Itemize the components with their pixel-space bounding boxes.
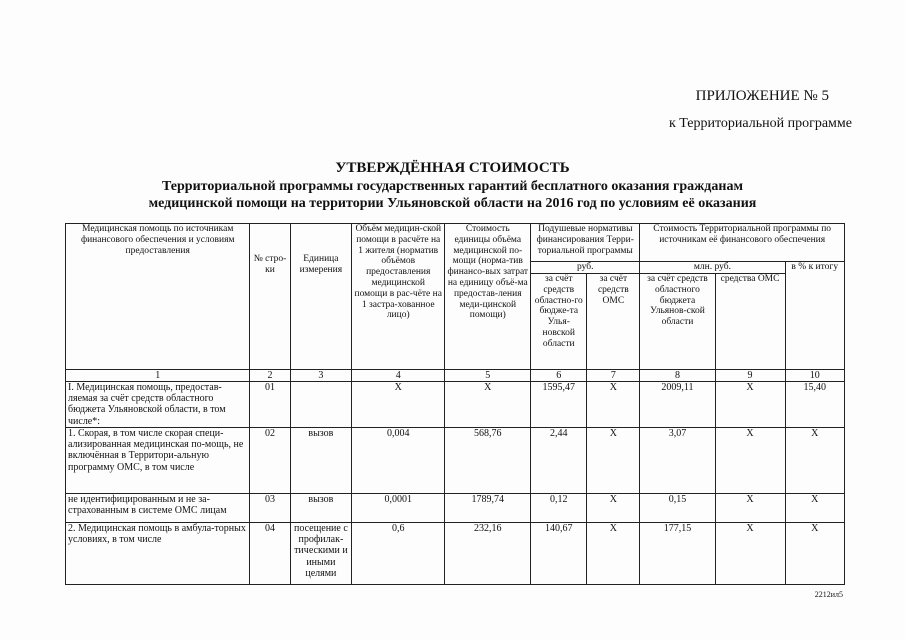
column-number: 2 <box>250 370 290 382</box>
row-unit-cost: 232,16 <box>445 523 531 585</box>
row-name: I. Медицинская помощь, предостав-ляемая за счёт средств областного бюджета Ульяновской области, в том числе*: <box>66 382 250 428</box>
column-number: 4 <box>352 370 445 382</box>
row-unit: вызов <box>290 428 351 494</box>
row-norm-oms: X <box>587 523 640 585</box>
row-name: не идентифицированным и не за-страхованным в системе ОМС лицам <box>66 494 250 523</box>
column-number: 7 <box>587 370 640 382</box>
header-unit-cost: Стоимость единицы объёма медицинской по-мощи (норма-тив финансо-вых затрат на единицу объё-ма предостав-ления меди-цинской помощи) <box>445 224 531 370</box>
header-program-cost: Стоимость Территориальной программы по источникам её финансового обеспечения <box>640 224 845 262</box>
table-row <box>66 428 845 494</box>
row-volume: 0,004 <box>352 428 445 494</box>
header-volume: Объём медицин-ской помощи в расчёте на 1 жителя (норматив объёмов предоставления медицинской помощи в рас-чёте на 1 застра-хованное лицо) <box>352 224 445 370</box>
row-unit <box>290 382 351 428</box>
header-per-capita-norms: Подушевые нормативы финансирования Терри-ториальной программы <box>531 224 640 262</box>
header-rub: руб. <box>531 262 640 274</box>
header-norm-budget: за счёт средств областно-го бюдже-та Улья-новской области <box>531 274 587 370</box>
row-name: 2. Медицинская помощь в амбула-торных условиях, в том числе <box>66 523 250 585</box>
row-volume: 0,0001 <box>352 494 445 523</box>
header-percent: в % к итогу <box>785 262 844 370</box>
row-cost-budget: 3,07 <box>640 428 715 494</box>
column-number: 3 <box>290 370 351 382</box>
table-row <box>66 382 845 428</box>
column-number: 6 <box>531 370 587 382</box>
row-norm-oms: X <box>587 428 640 494</box>
row-norm-oms: X <box>587 382 640 428</box>
row-unit: посещение с профилак-тическими и иными целями <box>290 523 351 585</box>
row-norm-oms: X <box>587 494 640 523</box>
annex-number: ПРИЛОЖЕНИЕ № 5 <box>695 88 829 104</box>
column-number: 5 <box>445 370 531 382</box>
row-volume: 0,6 <box>352 523 445 585</box>
row-cost-oms: X <box>715 382 785 428</box>
row-norm-budget: 0,12 <box>531 494 587 523</box>
header-norm-oms: за счёт средств ОМС <box>587 274 640 370</box>
cost-table <box>65 223 845 585</box>
row-percent: X <box>785 494 844 523</box>
row-norm-budget: 140,67 <box>531 523 587 585</box>
column-number: 10 <box>785 370 844 382</box>
header-unit: Единица измерения <box>290 224 351 370</box>
document-subtitle-line2: медицинской помощи на территории Ульяновской области на 2016 год по условиям её оказания <box>148 196 757 211</box>
annex-reference: к Территориальной программе <box>668 116 852 131</box>
header-mln-rub: млн. руб. <box>640 262 785 274</box>
header-care-type: Медицинская помощь по источникам финансового обеспечения и условиям предоставления <box>66 224 250 370</box>
row-cost-oms: X <box>715 523 785 585</box>
table-row <box>66 494 845 523</box>
row-number: 04 <box>250 523 290 585</box>
row-percent: 15,40 <box>785 382 844 428</box>
header-cost-budget: за счёт средств областного бюджета Ульянов-ской области <box>640 274 715 370</box>
document-subtitle-line1: Территориальной программы государственных гарантий бесплатного оказания гражданам <box>162 179 743 194</box>
row-unit-cost: 1789,74 <box>445 494 531 523</box>
row-cost-oms: X <box>715 494 785 523</box>
row-percent: X <box>785 428 844 494</box>
document-title: УТВЕРЖДЁННАЯ СТОИМОСТЬ <box>335 160 570 176</box>
row-number: 01 <box>250 382 290 428</box>
header-cost-oms: средства ОМС <box>715 274 785 370</box>
header-row-number: № стро-ки <box>250 224 290 370</box>
row-name: 1. Скорая, в том числе скорая специ-ализированная медицинская по-мощь, не включённая в Территори-альную программу ОМС, в том числе <box>66 428 250 494</box>
page-footer-code: 2212ил5 <box>814 590 843 599</box>
row-cost-budget: 2009,11 <box>640 382 715 428</box>
table-row <box>66 523 845 585</box>
row-cost-oms: X <box>715 428 785 494</box>
row-percent: X <box>785 523 844 585</box>
row-unit: вызов <box>290 494 351 523</box>
row-unit-cost: X <box>445 382 531 428</box>
row-cost-budget: 0,15 <box>640 494 715 523</box>
column-number: 1 <box>66 370 250 382</box>
row-unit-cost: 568,76 <box>445 428 531 494</box>
row-norm-budget: 2,44 <box>531 428 587 494</box>
column-numbers-row <box>66 370 845 382</box>
row-cost-budget: 177,15 <box>640 523 715 585</box>
row-norm-budget: 1595,47 <box>531 382 587 428</box>
row-volume: X <box>352 382 445 428</box>
row-number: 03 <box>250 494 290 523</box>
column-number: 8 <box>640 370 715 382</box>
column-number: 9 <box>715 370 785 382</box>
row-number: 02 <box>250 428 290 494</box>
